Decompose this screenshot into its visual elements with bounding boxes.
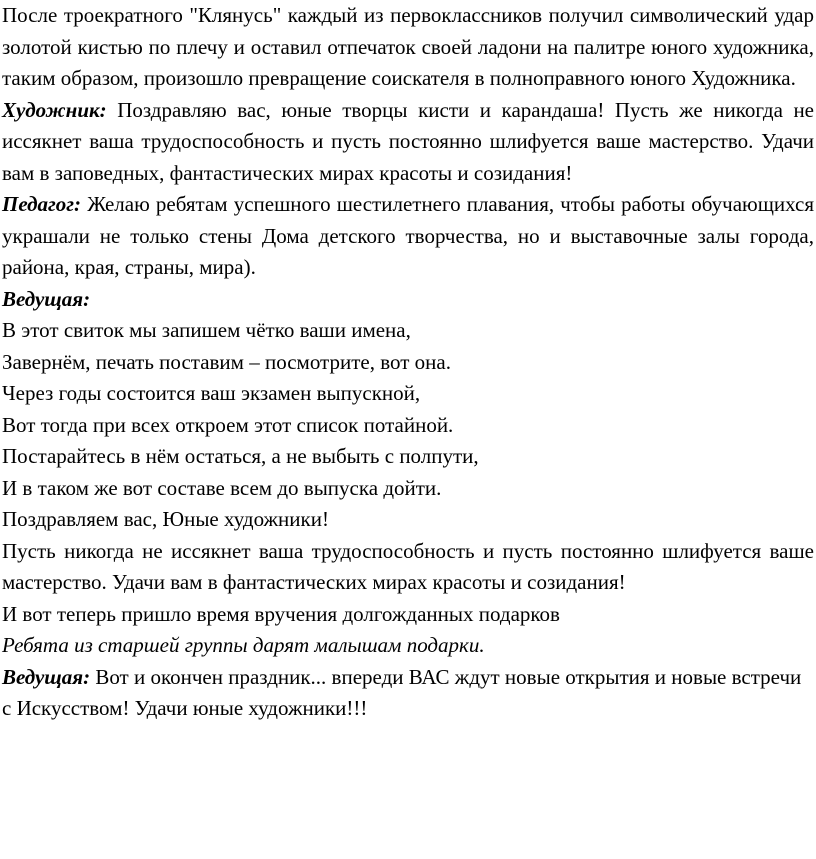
intro-paragraph: После троекратного "Клянусь" каждый из первоклассников получил символический удар золотой кистью по плечу и оставил отпечаток своей ладони на палитре юного художника, таким образом, произошло превращение соискателя в полноправного юного Художника. <box>2 3 814 90</box>
poem-line: Постарайтесь в нём остаться, а не выбыть с полпути, <box>2 444 479 468</box>
final-paragraph <box>2 662 814 725</box>
teacher-speaker-label: Педагог: <box>2 192 82 216</box>
host-speaker-label: Ведущая: <box>2 286 91 311</box>
teacher-speech: Желаю ребятам успешного шестилетнего плавания, чтобы работы обучающихся украшали не только стены Дома детского творчества, но и выставочные залы города, района, края, страны, мира). <box>2 192 814 279</box>
wish-paragraph: Пусть никогда не иссякнет ваша трудоспособность и пусть постоянно шлифуется ваше мастерство. Удачи вам в фантастических мирах красоты и созидания! <box>2 538 814 594</box>
poem-line: Поздравляем вас, Юные художники! <box>2 507 329 531</box>
artist-paragraph <box>2 95 814 190</box>
poem-line: Вот тогда при всех откроем этот список потайной. <box>2 412 454 437</box>
host-speaker-line <box>2 284 814 316</box>
poem-line: В этот свиток мы запишем чётко ваши имена, <box>2 318 411 342</box>
host-speaker-label-2: Ведущая: <box>2 664 91 689</box>
poem-line: Завернём, печать поставим – посмотрите, вот она. <box>2 349 451 374</box>
final-speech: Вот и окончен праздник... впереди ВАС ждут новые открытия и новые встречи с Искусством! Удачи юные художники!!! <box>2 664 802 720</box>
poem-line: Через годы состоится ваш экзамен выпускной, <box>2 381 421 405</box>
artist-speech: Поздравляю вас, юные творцы кисти и карандаша! Пусть же никогда не иссякнет ваша трудоспособность и пусть постоянно шлифуется ваше мастерство. Удачи вам в заповедных, фантастических мирах красоты и созидания! <box>2 97 815 185</box>
gifts-line: И вот теперь пришло время вручения долгожданных подарков <box>2 601 560 626</box>
poem-line: И в таком же вот составе всем до выпуска дойти. <box>2 475 442 500</box>
stage-direction: Ребята из старшей группы дарят малышам подарки. <box>2 633 485 657</box>
teacher-paragraph <box>2 189 814 284</box>
artist-speaker-label: Художник: <box>2 97 107 122</box>
